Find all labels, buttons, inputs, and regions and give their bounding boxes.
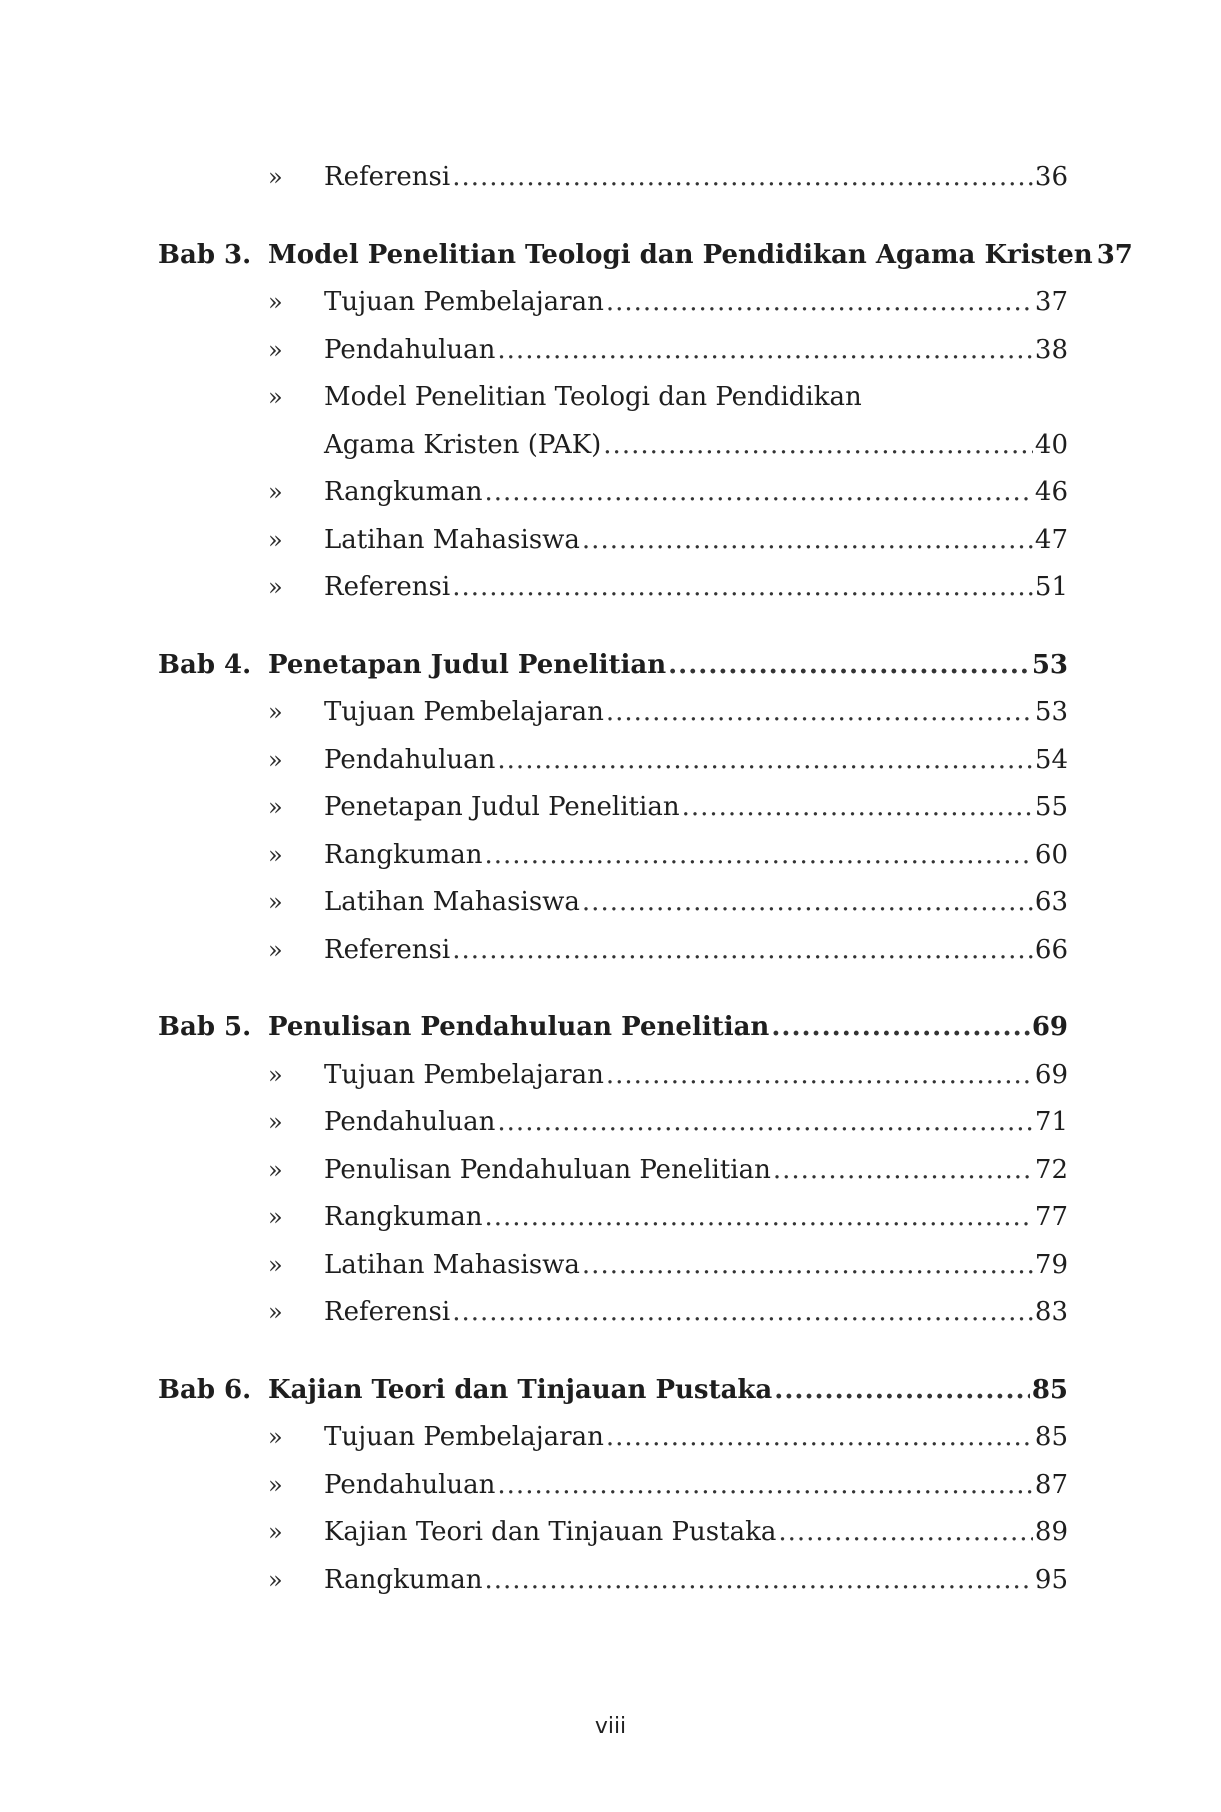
toc-item-title: Model Penelitian Teologi dan Pendidikan	[324, 382, 862, 412]
toc-item-page: 38	[1034, 334, 1068, 365]
toc-item[interactable]	[158, 784, 1068, 832]
chapter-page: 37	[1096, 239, 1133, 270]
toc-item-page: 79	[1034, 1249, 1068, 1280]
toc-item-title: Tujuan Pembelajaran	[324, 1059, 604, 1090]
toc-item-title: Latihan Mahasiswa	[324, 524, 580, 555]
dot-leader	[582, 517, 1033, 565]
chapter-number: Bab 3.	[158, 239, 252, 270]
toc-item-page: 51	[1034, 572, 1068, 602]
toc-item-title: Rangkuman	[324, 1202, 483, 1232]
toc-item-page: 71	[1034, 1107, 1068, 1137]
dot-leader	[668, 642, 1030, 690]
dot-leader	[497, 1099, 1033, 1147]
dot-leader	[497, 1462, 1033, 1510]
chapter-title: Penetapan Judul Penelitian	[268, 649, 667, 680]
dot-leader	[497, 737, 1033, 785]
toc-chapter-4[interactable]	[158, 642, 1068, 690]
dot-leader	[484, 469, 1032, 517]
toc-item-page: 40	[1034, 429, 1068, 460]
dot-leader	[484, 832, 1032, 880]
toc-item-title: Referensi	[324, 162, 451, 192]
chapter-title: Model Penelitian Teologi dan Pendidikan Agama Kristen	[268, 239, 1093, 270]
dot-leader	[778, 1509, 1033, 1557]
toc-item-page: 60	[1034, 839, 1068, 870]
toc-item[interactable]	[158, 1557, 1068, 1605]
toc-item-page: 69	[1034, 1059, 1068, 1090]
dot-leader	[771, 1004, 1029, 1052]
toc-item[interactable]	[158, 1289, 1068, 1337]
toc-item-title: Latihan Mahasiswa	[324, 1249, 580, 1280]
dot-leader	[484, 1557, 1032, 1605]
toc-item-title-cont: Agama Kristen (PAK)	[324, 429, 602, 460]
page-number: viii	[594, 1714, 627, 1739]
toc-item[interactable]	[158, 374, 1068, 422]
toc-item-title: Tujuan Pembelajaran	[324, 1422, 604, 1452]
toc-item[interactable]	[158, 327, 1068, 375]
toc-item-title: Referensi	[324, 934, 451, 965]
toc-item[interactable]	[158, 832, 1068, 880]
toc-item-title: Tujuan Pembelajaran	[324, 697, 604, 727]
chapter-number: Bab 5.	[158, 1012, 252, 1042]
toc-item-title: Referensi	[324, 572, 451, 602]
bullet-marker: »	[268, 163, 283, 191]
bullet-marker: »	[268, 1203, 283, 1231]
toc-item-page: 95	[1034, 1564, 1068, 1595]
bullet-marker: »	[268, 1423, 283, 1451]
bullet-marker: »	[268, 383, 283, 411]
chapter-page: 53	[1031, 649, 1068, 680]
toc-item-continuation[interactable]	[158, 422, 1068, 470]
toc-item[interactable]	[158, 279, 1068, 327]
bullet-marker: »	[268, 335, 283, 364]
toc-item[interactable]	[158, 689, 1068, 737]
chapter-title: Penulisan Pendahuluan Penelitian	[268, 1012, 770, 1042]
toc-item-page: 36	[1034, 162, 1068, 192]
dot-leader	[774, 1367, 1030, 1415]
toc-item-title: Referensi	[324, 1297, 451, 1327]
dot-leader	[682, 784, 1033, 832]
chapter-number: Bab 6.	[158, 1374, 252, 1405]
bullet-marker: »	[268, 573, 283, 601]
bullet-marker: »	[268, 1518, 283, 1546]
dot-leader	[606, 1414, 1033, 1462]
dot-leader	[452, 927, 1033, 975]
toc-item[interactable]	[158, 1509, 1068, 1557]
bullet-marker: »	[268, 888, 283, 916]
toc-item-title: Rangkuman	[324, 1564, 483, 1595]
bullet-marker: »	[268, 840, 283, 869]
toc-item[interactable]	[158, 737, 1068, 785]
toc-item-title: Penulisan Pendahuluan Penelitian	[324, 1154, 771, 1185]
toc-item[interactable]	[158, 517, 1068, 565]
toc-item-title: Kajian Teori dan Tinjauan Pustaka	[324, 1517, 777, 1547]
toc-chapter-3[interactable]	[158, 232, 1133, 280]
dot-leader	[497, 327, 1033, 375]
toc-item-title: Latihan Mahasiswa	[324, 887, 580, 917]
toc-item-page: 54	[1034, 744, 1068, 775]
toc-item-title: Pendahuluan	[324, 1469, 496, 1500]
bullet-marker: »	[268, 1298, 283, 1326]
dot-leader	[484, 1194, 1032, 1242]
bullet-marker: »	[268, 525, 283, 554]
bullet-marker: »	[268, 478, 283, 506]
bullet-marker: »	[268, 745, 283, 774]
bullet-marker: »	[268, 935, 283, 964]
toc-item-page: 63	[1034, 887, 1068, 917]
toc-item[interactable]	[158, 1414, 1068, 1462]
toc-item-page: 46	[1034, 477, 1068, 507]
table-of-contents	[158, 154, 1133, 1604]
toc-item-title: Tujuan Pembelajaran	[324, 287, 604, 317]
chapter-number: Bab 4.	[158, 649, 252, 680]
toc-item-title: Pendahuluan	[324, 1107, 496, 1137]
dot-leader	[606, 279, 1033, 327]
dot-leader	[606, 1052, 1033, 1100]
dot-leader	[773, 1147, 1033, 1195]
toc-item-title: Pendahuluan	[324, 334, 496, 365]
toc-item[interactable]	[158, 154, 1068, 202]
bullet-marker: »	[268, 1108, 283, 1136]
toc-item-page: 47	[1034, 524, 1068, 555]
toc-item-page: 72	[1034, 1154, 1068, 1185]
toc-item-page: 37	[1034, 287, 1068, 317]
toc-item[interactable]	[158, 1052, 1068, 1100]
dot-leader	[603, 422, 1033, 470]
toc-item-page: 83	[1034, 1297, 1068, 1327]
toc-item[interactable]	[158, 1194, 1068, 1242]
chapter-page: 85	[1031, 1374, 1068, 1405]
toc-item-page: 85	[1034, 1422, 1068, 1452]
bullet-marker: »	[268, 1155, 283, 1184]
dot-leader	[452, 154, 1033, 202]
toc-item-page: 89	[1034, 1517, 1068, 1547]
toc-item-title: Pendahuluan	[324, 744, 496, 775]
bullet-marker: »	[268, 698, 283, 726]
toc-item-page: 66	[1034, 934, 1068, 965]
toc-chapter-5[interactable]	[158, 1004, 1068, 1052]
toc-item-page: 53	[1034, 697, 1068, 727]
dot-leader	[582, 879, 1033, 927]
dot-leader	[452, 1289, 1033, 1337]
toc-item-title: Rangkuman	[324, 477, 483, 507]
toc-item-page: 55	[1034, 792, 1068, 822]
toc-item-title: Penetapan Judul Penelitian	[324, 792, 680, 822]
toc-item[interactable]	[158, 879, 1068, 927]
toc-item[interactable]	[158, 1242, 1068, 1290]
toc-item-page: 87	[1034, 1469, 1068, 1500]
bullet-marker: »	[268, 1250, 283, 1279]
chapter-title: Kajian Teori dan Tinjauan Pustaka	[268, 1374, 773, 1405]
bullet-marker: »	[268, 1060, 283, 1089]
chapter-page: 69	[1031, 1012, 1068, 1042]
bullet-marker: »	[268, 1565, 283, 1594]
dot-leader	[606, 689, 1033, 737]
dot-leader	[582, 1242, 1033, 1290]
bullet-marker: »	[268, 1470, 283, 1499]
toc-item[interactable]	[158, 469, 1068, 517]
toc-item-title: Rangkuman	[324, 839, 483, 870]
toc-item[interactable]	[158, 927, 1068, 975]
toc-item[interactable]	[158, 1462, 1068, 1510]
dot-leader	[452, 564, 1033, 612]
bullet-marker: »	[268, 288, 283, 316]
toc-item[interactable]	[158, 1099, 1068, 1147]
bullet-marker: »	[268, 793, 283, 821]
toc-item-page: 77	[1034, 1202, 1068, 1232]
toc-item[interactable]	[158, 1147, 1068, 1195]
toc-item[interactable]	[158, 564, 1068, 612]
toc-chapter-6[interactable]	[158, 1367, 1068, 1415]
